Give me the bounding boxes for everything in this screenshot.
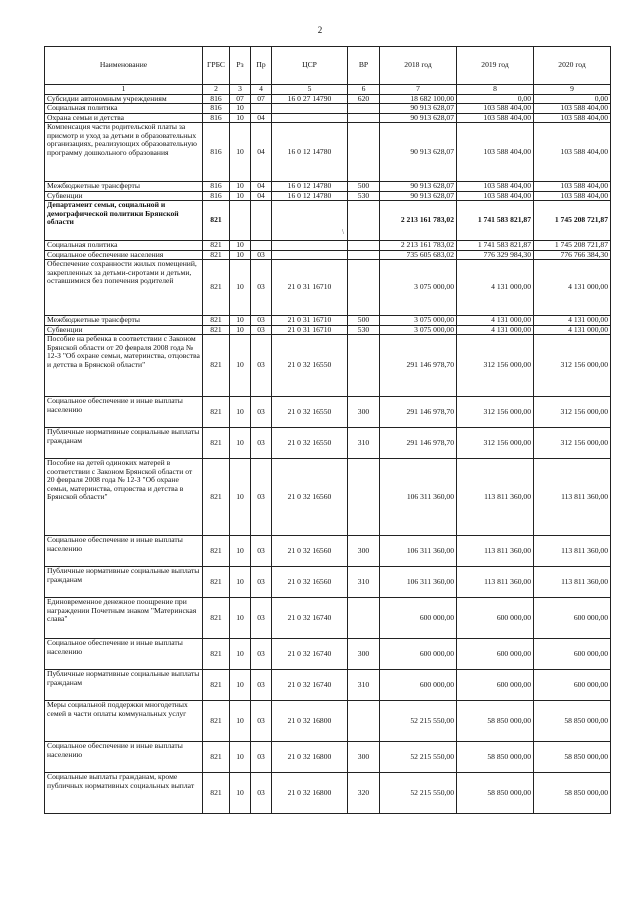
table-row (45, 459, 611, 536)
row-rz: 10 (230, 104, 251, 114)
row-amount-2019: 103 588 404,00 (457, 191, 534, 201)
row-amount-2019: 113 811 360,00 (457, 459, 534, 536)
table-row (45, 598, 611, 639)
row-grbs: 821 (203, 316, 230, 326)
row-amount-2019: 113 811 360,00 (457, 567, 534, 598)
row-grbs: 821 (203, 639, 230, 670)
row-pr: 03 (251, 773, 272, 814)
row-pr: 03 (251, 397, 272, 428)
row-rz: 10 (230, 567, 251, 598)
row-csr: 21 0 32 16800 (272, 742, 348, 773)
row-name: Субвенции (45, 325, 203, 335)
row-grbs: 821 (203, 428, 230, 459)
row-amount-2019: 4 131 000,00 (457, 316, 534, 326)
row-amount-2020: 600 000,00 (534, 598, 611, 639)
header-cell-grbs: ГРБС (203, 47, 230, 85)
row-grbs: 821 (203, 397, 230, 428)
row-amount-2018: 90 913 628,07 (380, 113, 457, 123)
row-grbs: 821 (203, 701, 230, 742)
row-grbs: 821 (203, 250, 230, 260)
row-vr (348, 241, 380, 251)
row-amount-2020: 58 850 000,00 (534, 742, 611, 773)
row-amount-2020: 113 811 360,00 (534, 459, 611, 536)
row-pr: 03 (251, 567, 272, 598)
table-row (45, 428, 611, 459)
row-amount-2020: 1 745 208 721,87 (534, 241, 611, 251)
row-csr: 21 0 32 16560 (272, 536, 348, 567)
row-vr (348, 250, 380, 260)
row-amount-2019: 58 850 000,00 (457, 742, 534, 773)
row-name: Социальная политика (45, 104, 203, 114)
row-rz: 10 (230, 773, 251, 814)
row-amount-2020: 103 588 404,00 (534, 191, 611, 201)
row-amount-2018: 735 605 683,02 (380, 250, 457, 260)
table-row (45, 191, 611, 201)
row-vr: 530 (348, 325, 380, 335)
row-vr (348, 104, 380, 114)
row-name: Департамент семьи, социальной и демографической политики Брянской области (45, 201, 203, 241)
row-name: Обеспечение сохранности жилых помещений, закрепленных за детьми-сиротами и детьми, оставшимися без попечения родителей (45, 260, 203, 316)
row-name: Субсидии автономным учреждениям (45, 94, 203, 104)
row-vr: 530 (348, 191, 380, 201)
row-csr: 21 0 32 16800 (272, 773, 348, 814)
row-csr: 21 0 32 16740 (272, 598, 348, 639)
row-amount-2019: 312 156 000,00 (457, 397, 534, 428)
row-amount-2020: 58 850 000,00 (534, 773, 611, 814)
table-row (45, 325, 611, 335)
row-pr: 04 (251, 113, 272, 123)
row-csr: 21 0 32 16550 (272, 335, 348, 397)
table-row (45, 113, 611, 123)
row-rz: 10 (230, 598, 251, 639)
row-name: Межбюджетные трансферты (45, 182, 203, 192)
column-number: 3 (230, 85, 251, 95)
row-name: Социальное обеспечение населения (45, 250, 203, 260)
row-amount-2018: 52 215 550,00 (380, 701, 457, 742)
row-csr (272, 241, 348, 251)
row-name: Социальные выплаты гражданам, кроме публичных нормативных социальных выплат (45, 773, 203, 814)
header-cell-2019: 2019 год (457, 47, 534, 85)
row-vr: 310 (348, 428, 380, 459)
row-name: Пособие на ребенка в соответствии с Законом Брянской области от 20 февраля 2008 года № 12-З "Об охране семьи, материнства, отцовства и детства в Брянской области" (45, 335, 203, 397)
row-pr: 04 (251, 182, 272, 192)
row-amount-2019: 312 156 000,00 (457, 335, 534, 397)
row-amount-2018: 600 000,00 (380, 598, 457, 639)
row-amount-2019: 4 131 000,00 (457, 325, 534, 335)
row-rz: 10 (230, 701, 251, 742)
row-rz: 10 (230, 191, 251, 201)
row-vr (348, 598, 380, 639)
row-amount-2019: 600 000,00 (457, 639, 534, 670)
row-amount-2019: 58 850 000,00 (457, 773, 534, 814)
row-pr: 04 (251, 191, 272, 201)
row-grbs: 821 (203, 670, 230, 701)
row-vr (348, 335, 380, 397)
row-csr: 21 0 32 16560 (272, 459, 348, 536)
row-amount-2018: 90 913 628,07 (380, 182, 457, 192)
row-amount-2019: 600 000,00 (457, 670, 534, 701)
row-rz: 10 (230, 335, 251, 397)
budget-table (44, 46, 611, 814)
row-rz: 10 (230, 428, 251, 459)
row-pr: 03 (251, 742, 272, 773)
row-name: Социальное обеспечение и иные выплаты населению (45, 639, 203, 670)
row-vr (348, 459, 380, 536)
row-vr: 300 (348, 536, 380, 567)
row-amount-2018: 106 311 360,00 (380, 459, 457, 536)
row-amount-2019: 103 588 404,00 (457, 182, 534, 192)
table-row (45, 397, 611, 428)
row-amount-2020: 1 745 208 721,87 (534, 201, 611, 241)
row-amount-2020: 0,00 (534, 94, 611, 104)
row-grbs: 821 (203, 773, 230, 814)
row-amount-2020: 113 811 360,00 (534, 567, 611, 598)
row-vr: 500 (348, 182, 380, 192)
row-pr: 03 (251, 250, 272, 260)
row-pr: 03 (251, 316, 272, 326)
row-rz: 10 (230, 397, 251, 428)
table-row (45, 241, 611, 251)
column-number: 2 (203, 85, 230, 95)
row-pr: 03 (251, 459, 272, 536)
row-vr: 320 (348, 773, 380, 814)
row-csr: 16 0 27 14790 (272, 94, 348, 104)
row-csr (272, 201, 348, 241)
row-vr (348, 260, 380, 316)
row-csr: 21 0 31 16710 (272, 325, 348, 335)
row-grbs: 821 (203, 598, 230, 639)
row-csr: 21 0 31 16710 (272, 260, 348, 316)
row-grbs: 821 (203, 742, 230, 773)
header-row (45, 47, 611, 85)
row-amount-2018: 600 000,00 (380, 670, 457, 701)
row-amount-2018: 3 075 000,00 (380, 260, 457, 316)
row-csr (272, 250, 348, 260)
column-number: 7 (380, 85, 457, 95)
row-amount-2018: 90 913 628,07 (380, 104, 457, 114)
row-vr: 310 (348, 670, 380, 701)
row-vr: 620 (348, 94, 380, 104)
row-amount-2018: 291 146 978,70 (380, 335, 457, 397)
stray-mark: \ (342, 228, 344, 236)
row-vr: 310 (348, 567, 380, 598)
row-amount-2019: 312 156 000,00 (457, 428, 534, 459)
row-amount-2019: 1 741 583 821,87 (457, 201, 534, 241)
row-amount-2019: 58 850 000,00 (457, 701, 534, 742)
row-amount-2020: 113 811 360,00 (534, 536, 611, 567)
row-csr (272, 104, 348, 114)
row-rz: 10 (230, 250, 251, 260)
row-amount-2019: 113 811 360,00 (457, 536, 534, 567)
row-rz: 10 (230, 260, 251, 316)
row-amount-2020: 4 131 000,00 (534, 325, 611, 335)
row-name: Меры социальной поддержки многодетных семей в части оплаты коммунальных услуг (45, 701, 203, 742)
row-pr: 03 (251, 325, 272, 335)
row-rz: 10 (230, 241, 251, 251)
row-amount-2020: 103 588 404,00 (534, 104, 611, 114)
row-csr: 16 0 12 14780 (272, 123, 348, 182)
row-amount-2019: 0,00 (457, 94, 534, 104)
table-row (45, 250, 611, 260)
row-name: Социальное обеспечение и иные выплаты населению (45, 742, 203, 773)
row-name: Межбюджетные трансферты (45, 316, 203, 326)
header-cell-2020: 2020 год (534, 47, 611, 85)
row-name: Публичные нормативные социальные выплаты гражданам (45, 670, 203, 701)
row-rz: 10 (230, 639, 251, 670)
row-amount-2018: 3 075 000,00 (380, 316, 457, 326)
row-pr: 03 (251, 670, 272, 701)
row-rz: 10 (230, 113, 251, 123)
row-name: Единовременное денежное поощрение при награждении Почетным знаком "Материнская слава" (45, 598, 203, 639)
row-amount-2020: 103 588 404,00 (534, 113, 611, 123)
row-name: Компенсация части родительской платы за присмотр и уход за детьми в образовательных организациях, реализующих образовательную программу дошкольного образования (45, 123, 203, 182)
table-row (45, 670, 611, 701)
column-number-row (45, 85, 611, 95)
row-amount-2018: 600 000,00 (380, 639, 457, 670)
row-grbs: 816 (203, 123, 230, 182)
row-rz: 10 (230, 182, 251, 192)
row-csr: 21 0 32 16740 (272, 670, 348, 701)
row-csr: 16 0 12 14780 (272, 191, 348, 201)
row-rz: 10 (230, 670, 251, 701)
row-vr (348, 113, 380, 123)
row-amount-2018: 3 075 000,00 (380, 325, 457, 335)
header-cell-vr: ВР (348, 47, 380, 85)
row-rz: 10 (230, 742, 251, 773)
column-number: 4 (251, 85, 272, 95)
row-pr: 04 (251, 123, 272, 182)
row-vr: 300 (348, 742, 380, 773)
row-amount-2020: 58 850 000,00 (534, 701, 611, 742)
row-vr: 300 (348, 639, 380, 670)
row-grbs: 816 (203, 94, 230, 104)
row-amount-2020: 312 156 000,00 (534, 397, 611, 428)
row-amount-2019: 1 741 583 821,87 (457, 241, 534, 251)
row-amount-2018: 90 913 628,07 (380, 123, 457, 182)
row-grbs: 821 (203, 201, 230, 241)
row-grbs: 816 (203, 191, 230, 201)
header-cell-pr: Пр (251, 47, 272, 85)
row-name: Публичные нормативные социальные выплаты гражданам (45, 567, 203, 598)
row-grbs: 821 (203, 325, 230, 335)
table-row (45, 123, 611, 182)
row-grbs: 816 (203, 104, 230, 114)
column-number: 9 (534, 85, 611, 95)
row-pr: 03 (251, 335, 272, 397)
row-csr: 21 0 32 16550 (272, 428, 348, 459)
row-grbs: 821 (203, 260, 230, 316)
row-amount-2019: 600 000,00 (457, 598, 534, 639)
row-csr: 21 0 32 16560 (272, 567, 348, 598)
row-amount-2018: 106 311 360,00 (380, 567, 457, 598)
row-amount-2018: 2 213 161 783,02 (380, 241, 457, 251)
table-row (45, 104, 611, 114)
table-row (45, 536, 611, 567)
row-name: Публичные нормативные социальные выплаты гражданам (45, 428, 203, 459)
row-rz: 10 (230, 123, 251, 182)
row-vr (348, 123, 380, 182)
row-vr (348, 701, 380, 742)
row-pr (251, 201, 272, 241)
row-name: Охрана семьи и детства (45, 113, 203, 123)
row-vr: 500 (348, 316, 380, 326)
row-name: Субвенции (45, 191, 203, 201)
row-rz: 07 (230, 94, 251, 104)
column-number: 1 (45, 85, 203, 95)
row-csr: 21 0 32 16800 (272, 701, 348, 742)
row-pr: 03 (251, 701, 272, 742)
table-row (45, 201, 611, 241)
row-pr: 03 (251, 428, 272, 459)
table-row (45, 94, 611, 104)
row-pr: 03 (251, 598, 272, 639)
table-row (45, 260, 611, 316)
row-csr (272, 113, 348, 123)
row-pr: 07 (251, 94, 272, 104)
row-amount-2018: 18 682 100,00 (380, 94, 457, 104)
row-name: Социальное обеспечение и иные выплаты населению (45, 397, 203, 428)
row-grbs: 821 (203, 567, 230, 598)
row-rz: 10 (230, 316, 251, 326)
row-amount-2019: 103 588 404,00 (457, 104, 534, 114)
column-number: 5 (272, 85, 348, 95)
row-amount-2018: 52 215 550,00 (380, 742, 457, 773)
row-pr (251, 241, 272, 251)
row-csr: 21 0 31 16710 (272, 316, 348, 326)
row-grbs: 821 (203, 335, 230, 397)
row-pr (251, 104, 272, 114)
row-csr: 21 0 32 16740 (272, 639, 348, 670)
row-amount-2020: 312 156 000,00 (534, 335, 611, 397)
table-row (45, 639, 611, 670)
header-cell-2018: 2018 год (380, 47, 457, 85)
table-row (45, 701, 611, 742)
row-amount-2018: 2 213 161 783,02 (380, 201, 457, 241)
table-row (45, 742, 611, 773)
table-row (45, 773, 611, 814)
row-grbs: 821 (203, 536, 230, 567)
row-pr: 03 (251, 260, 272, 316)
page-number: 2 (317, 25, 323, 35)
row-rz: 10 (230, 325, 251, 335)
table-row (45, 316, 611, 326)
header-cell-rz: Рз (230, 47, 251, 85)
table-row (45, 335, 611, 397)
row-grbs: 821 (203, 459, 230, 536)
row-pr: 03 (251, 536, 272, 567)
row-amount-2018: 291 146 978,70 (380, 428, 457, 459)
row-amount-2020: 776 766 384,30 (534, 250, 611, 260)
row-amount-2020: 4 131 000,00 (534, 260, 611, 316)
row-name: Социальное обеспечение и иные выплаты населению (45, 536, 203, 567)
row-grbs: 816 (203, 182, 230, 192)
row-amount-2018: 291 146 978,70 (380, 397, 457, 428)
row-amount-2020: 600 000,00 (534, 639, 611, 670)
row-amount-2020: 312 156 000,00 (534, 428, 611, 459)
row-csr: 16 0 12 14780 (272, 182, 348, 192)
table-row (45, 567, 611, 598)
row-amount-2020: 4 131 000,00 (534, 316, 611, 326)
row-rz: 10 (230, 536, 251, 567)
row-grbs: 816 (203, 113, 230, 123)
table-row (45, 182, 611, 192)
header-cell-name: Наименование (45, 47, 203, 85)
row-name: Социальная политика (45, 241, 203, 251)
row-amount-2020: 600 000,00 (534, 670, 611, 701)
row-amount-2019: 103 588 404,00 (457, 123, 534, 182)
column-number: 8 (457, 85, 534, 95)
row-csr: 21 0 32 16550 (272, 397, 348, 428)
column-number: 6 (348, 85, 380, 95)
row-pr: 03 (251, 639, 272, 670)
row-amount-2019: 103 588 404,00 (457, 113, 534, 123)
row-amount-2020: 103 588 404,00 (534, 182, 611, 192)
row-amount-2018: 106 311 360,00 (380, 536, 457, 567)
row-amount-2019: 776 329 984,30 (457, 250, 534, 260)
row-rz: 10 (230, 459, 251, 536)
row-amount-2018: 90 913 628,07 (380, 191, 457, 201)
row-amount-2020: 103 588 404,00 (534, 123, 611, 182)
row-name: Пособие на детей одиноких матерей в соответствии с Законом Брянской области от 20 февраля 2008 года № 12-З "Об охране семьи, материнства, отцовства и детства в Брянской области" (45, 459, 203, 536)
row-vr: 300 (348, 397, 380, 428)
row-vr (348, 201, 380, 241)
row-grbs: 821 (203, 241, 230, 251)
row-amount-2018: 52 215 550,00 (380, 773, 457, 814)
row-rz (230, 201, 251, 241)
header-cell-csr: ЦСР (272, 47, 348, 85)
row-amount-2019: 4 131 000,00 (457, 260, 534, 316)
